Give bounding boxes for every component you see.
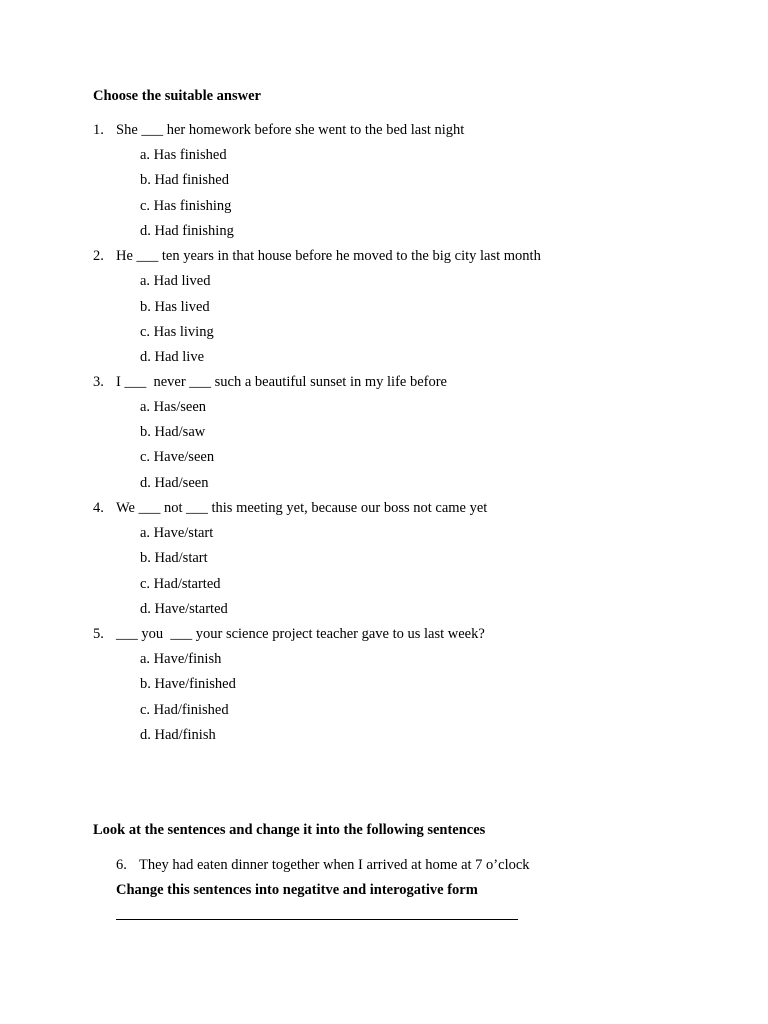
option-3c: c. Have/seen	[140, 449, 215, 465]
question-2	[93, 248, 541, 265]
question-text: They had eaten dinner together when I arrived at home at 7 o’clock	[139, 857, 530, 873]
option-2b: b. Has lived	[140, 299, 210, 315]
option-3d: d. Had/seen	[140, 475, 209, 491]
option-3a: a. Has/seen	[140, 399, 207, 415]
instruction-text: Change this sentences into negatitve and interogative form	[116, 882, 478, 898]
question-number: 6.	[116, 857, 127, 873]
option-3b: b. Had/saw	[140, 424, 206, 440]
question-3	[93, 374, 447, 391]
option-2d: d. Had live	[140, 349, 205, 365]
option-5d: d. Had/finish	[140, 727, 216, 743]
option-4c: c. Had/started	[140, 576, 221, 592]
option-2c: c. Has living	[140, 324, 214, 340]
answer-blank-line	[116, 919, 518, 920]
question-1	[93, 122, 464, 139]
option-1a: a. Has finished	[140, 147, 227, 163]
question-text: ___ you ___ your science project teacher gave to us last week?	[116, 626, 485, 642]
option-1c: c. Has finishing	[140, 198, 232, 214]
option-1b: b. Had finished	[140, 172, 229, 188]
question-text: He ___ ten years in that house before he moved to the big city last month	[116, 248, 541, 264]
option-5a: a. Have/finish	[140, 651, 222, 667]
question-4	[93, 500, 487, 517]
question-text: She ___ her homework before she went to the bed last night	[116, 122, 465, 138]
option-4d: d. Have/started	[140, 601, 228, 617]
question-number: 1.	[93, 122, 104, 138]
option-4a: a. Have/start	[140, 525, 214, 541]
option-5b: b. Have/finished	[140, 676, 236, 692]
option-2a: a. Had lived	[140, 273, 211, 289]
question-6	[116, 857, 530, 874]
question-5	[93, 626, 485, 643]
question-number: 5.	[93, 626, 104, 642]
question-number: 3.	[93, 374, 104, 390]
section-heading-choose-answer: Choose the suitable answer	[93, 88, 261, 104]
question-text: We ___ not ___ this meeting yet, because our boss not came yet	[116, 500, 488, 516]
option-1d: d. Had finishing	[140, 223, 234, 239]
option-4b: b. Had/start	[140, 550, 208, 566]
question-number: 4.	[93, 500, 104, 516]
question-number: 2.	[93, 248, 104, 264]
option-5c: c. Had/finished	[140, 702, 229, 718]
section-heading-change-sentences: Look at the sentences and change it into the following sentences	[93, 822, 486, 838]
question-text: I ___ never ___ such a beautiful sunset in my life before	[116, 374, 447, 390]
